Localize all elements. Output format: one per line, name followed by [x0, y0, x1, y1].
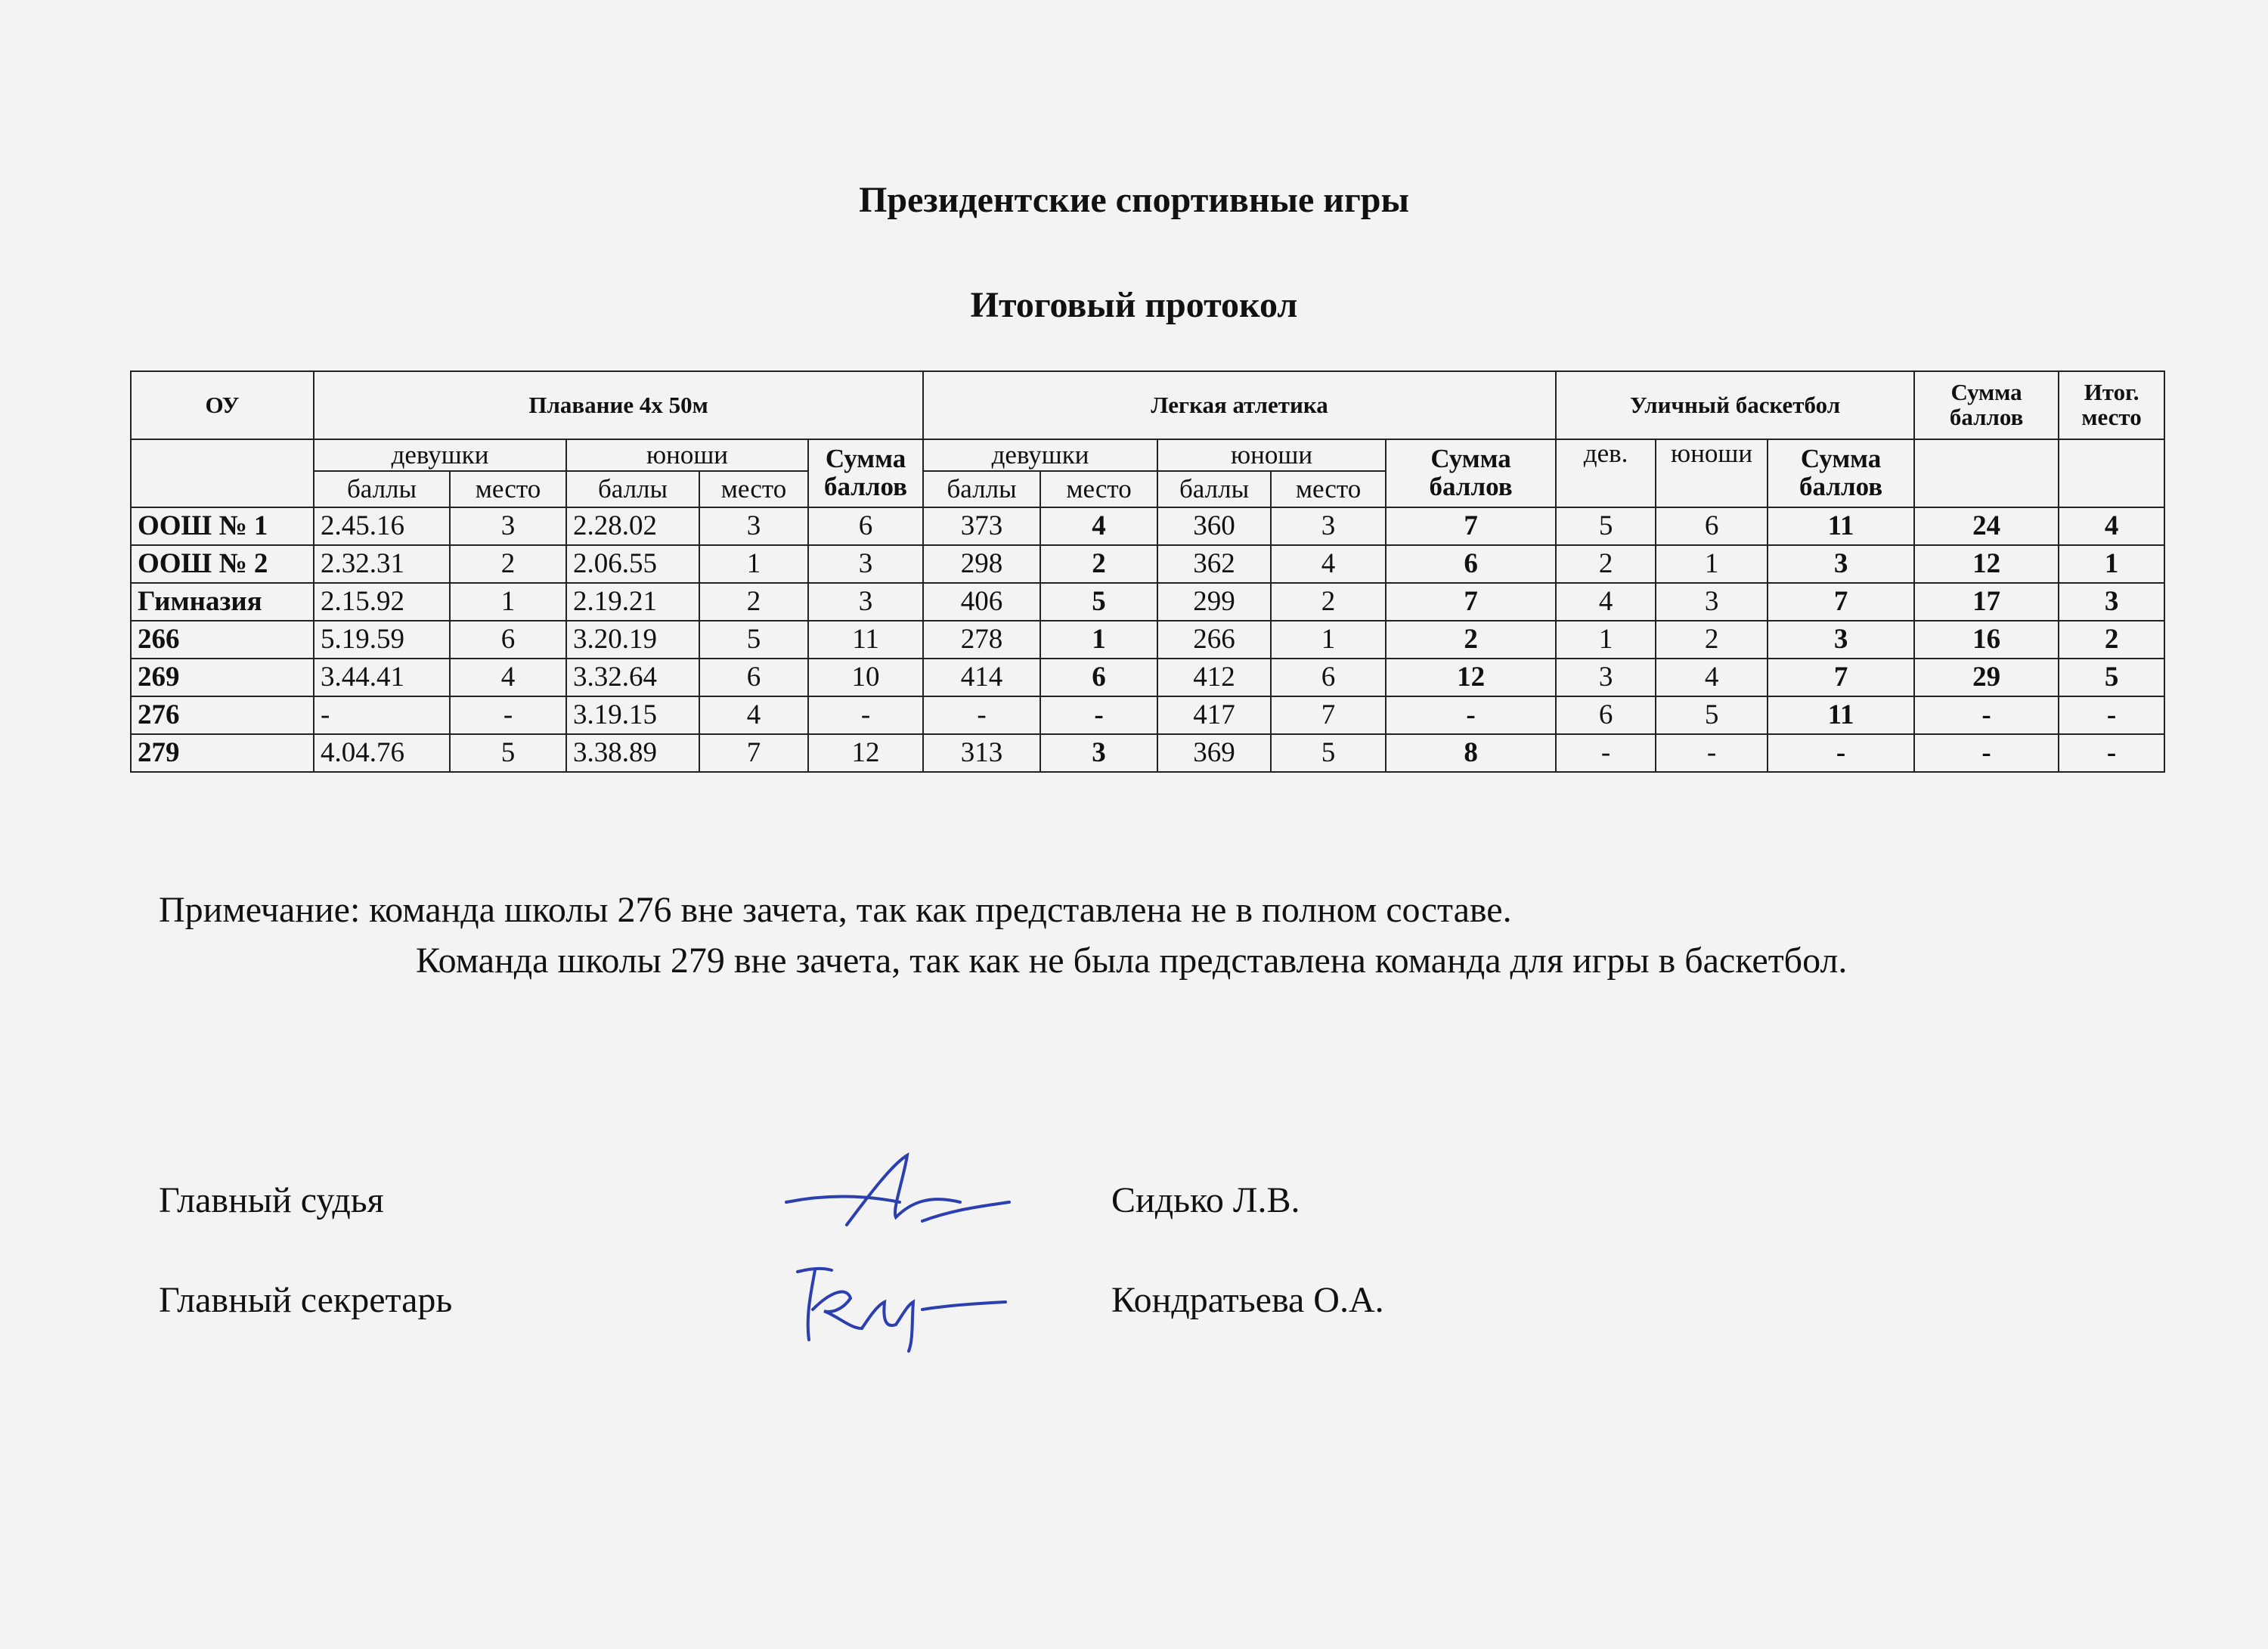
note-line-1: Примечание: команда школы 276 вне зачета, так как представлена не в полном составе.: [159, 890, 1512, 930]
cell-ag-m: 3: [1040, 734, 1157, 772]
cell-ag-m: 5: [1040, 583, 1157, 621]
cell-b-sum: 7: [1768, 659, 1914, 696]
cell-total: 16: [1914, 621, 2059, 659]
cell-ag-p: 373: [923, 507, 1040, 545]
cell-sb-m: 7: [699, 734, 808, 772]
cell-ou: 266: [131, 621, 314, 659]
cell-sb-m: 2: [699, 583, 808, 621]
header-athl-girls-place: место: [1040, 471, 1157, 507]
header-athl-boys: юноши: [1157, 439, 1386, 471]
cell-bd: 5: [1556, 507, 1656, 545]
cell-sb-p: 2.19.21: [566, 583, 699, 621]
table-row: [131, 734, 2164, 772]
cell-sg-p: 2.15.92: [314, 583, 450, 621]
judge-name: Сидько Л.В.: [1111, 1180, 1300, 1220]
judge-label: Главный судья: [159, 1180, 384, 1220]
cell-ou: 276: [131, 696, 314, 734]
cell-ab-p: 417: [1157, 696, 1271, 734]
cell-a-sum: 7: [1386, 583, 1556, 621]
cell-ag-m: 6: [1040, 659, 1157, 696]
table-row: [131, 659, 2164, 696]
note-block: [159, 885, 2124, 986]
judge-signature: [779, 1149, 1021, 1240]
cell-by: 5: [1656, 696, 1768, 734]
cell-sb-m: 6: [699, 659, 808, 696]
cell-ab-m: 1: [1271, 621, 1386, 659]
cell-sg-m: 1: [450, 583, 566, 621]
cell-ab-p: 369: [1157, 734, 1271, 772]
header-athl-boys-points: баллы: [1157, 471, 1271, 507]
document-title: Президентские спортивные игры: [859, 180, 1409, 220]
cell-sb-p: 3.20.19: [566, 621, 699, 659]
header-basketball: Уличный баскетбол: [1556, 371, 1914, 439]
cell-ab-m: 4: [1271, 545, 1386, 583]
cell-place: 1: [2059, 545, 2164, 583]
cell-ag-m: 1: [1040, 621, 1157, 659]
cell-b-sum: 11: [1768, 507, 1914, 545]
cell-s-sum: 3: [808, 583, 923, 621]
cell-total: -: [1914, 696, 2059, 734]
cell-s-sum: 3: [808, 545, 923, 583]
cell-s-sum: 10: [808, 659, 923, 696]
cell-sb-m: 3: [699, 507, 808, 545]
header-swim-boys: юноши: [566, 439, 808, 471]
cell-ab-m: 3: [1271, 507, 1386, 545]
cell-b-sum: 7: [1768, 583, 1914, 621]
note-line-2: Команда школы 279 вне зачета, так как не была представлена команда для игры в баскетбол.: [416, 941, 1848, 981]
cell-a-sum: 12: [1386, 659, 1556, 696]
cell-s-sum: -: [808, 696, 923, 734]
cell-sb-m: 4: [699, 696, 808, 734]
cell-place: 3: [2059, 583, 2164, 621]
cell-bd: 3: [1556, 659, 1656, 696]
cell-sg-m: 6: [450, 621, 566, 659]
cell-bd: 1: [1556, 621, 1656, 659]
header-final-place: Итог. место: [2059, 371, 2164, 439]
cell-sg-m: 3: [450, 507, 566, 545]
cell-sg-m: 5: [450, 734, 566, 772]
cell-place: -: [2059, 734, 2164, 772]
cell-b-sum: 3: [1768, 545, 1914, 583]
results-rows: [131, 507, 2164, 772]
cell-ou: ООШ № 2: [131, 545, 314, 583]
table-row: [131, 583, 2164, 621]
header-bask-dev: дев.: [1556, 439, 1656, 507]
table-row: [131, 545, 2164, 583]
cell-a-sum: 2: [1386, 621, 1556, 659]
cell-ab-p: 412: [1157, 659, 1271, 696]
cell-sg-m: 2: [450, 545, 566, 583]
cell-bd: 6: [1556, 696, 1656, 734]
secretary-signature: [779, 1257, 1021, 1355]
cell-ab-m: 2: [1271, 583, 1386, 621]
cell-b-sum: 11: [1768, 696, 1914, 734]
cell-place: 4: [2059, 507, 2164, 545]
cell-ag-m: 4: [1040, 507, 1157, 545]
header-swim-boys-place: место: [699, 471, 808, 507]
header-ou-blank: [131, 439, 314, 507]
cell-s-sum: 6: [808, 507, 923, 545]
cell-sb-p: 3.32.64: [566, 659, 699, 696]
cell-sg-p: 2.45.16: [314, 507, 450, 545]
cell-ab-m: 5: [1271, 734, 1386, 772]
cell-sb-p: 2.28.02: [566, 507, 699, 545]
cell-sg-p: 2.32.31: [314, 545, 450, 583]
cell-by: 6: [1656, 507, 1768, 545]
cell-ou: Гимназия: [131, 583, 314, 621]
cell-sg-p: 3.44.41: [314, 659, 450, 696]
document-subtitle: Итоговый протокол: [970, 285, 1298, 325]
cell-bd: -: [1556, 734, 1656, 772]
cell-total: -: [1914, 734, 2059, 772]
cell-place: 2: [2059, 621, 2164, 659]
header-total-points: Сумма баллов: [1914, 371, 2059, 439]
cell-by: 2: [1656, 621, 1768, 659]
cell-ab-m: 7: [1271, 696, 1386, 734]
secretary-label: Главный секретарь: [159, 1280, 453, 1320]
cell-bd: 2: [1556, 545, 1656, 583]
header-athl-sum: Сумма баллов: [1386, 439, 1556, 507]
cell-ag-p: 298: [923, 545, 1040, 583]
results-table: [130, 370, 2165, 773]
cell-sb-p: 3.19.15: [566, 696, 699, 734]
table-row: [131, 696, 2164, 734]
cell-ou: 279: [131, 734, 314, 772]
secretary-name: Кондратьева О.А.: [1111, 1280, 1384, 1320]
cell-a-sum: 8: [1386, 734, 1556, 772]
cell-ab-p: 299: [1157, 583, 1271, 621]
cell-total: 17: [1914, 583, 2059, 621]
cell-sg-p: 5.19.59: [314, 621, 450, 659]
cell-sb-m: 5: [699, 621, 808, 659]
cell-s-sum: 12: [808, 734, 923, 772]
header-swim-girls-place: место: [450, 471, 566, 507]
header-bask-sum: Сумма баллов: [1768, 439, 1914, 507]
cell-ab-m: 6: [1271, 659, 1386, 696]
cell-bd: 4: [1556, 583, 1656, 621]
cell-sg-p: -: [314, 696, 450, 734]
table-row: [131, 507, 2164, 545]
header-bask-boys: юноши: [1656, 439, 1768, 507]
cell-sg-m: 4: [450, 659, 566, 696]
cell-by: 3: [1656, 583, 1768, 621]
header-athletics: Легкая атлетика: [923, 371, 1556, 439]
header-total-blank: [1914, 439, 2059, 507]
cell-by: -: [1656, 734, 1768, 772]
header-swim-sum: Сумма баллов: [808, 439, 923, 507]
header-athl-girls-points: баллы: [923, 471, 1040, 507]
cell-ou: ООШ № 1: [131, 507, 314, 545]
cell-b-sum: -: [1768, 734, 1914, 772]
cell-by: 4: [1656, 659, 1768, 696]
cell-sb-p: 3.38.89: [566, 734, 699, 772]
cell-total: 29: [1914, 659, 2059, 696]
cell-total: 12: [1914, 545, 2059, 583]
cell-ag-p: 414: [923, 659, 1040, 696]
cell-sg-m: -: [450, 696, 566, 734]
cell-sb-p: 2.06.55: [566, 545, 699, 583]
header-swim-boys-points: баллы: [566, 471, 699, 507]
cell-a-sum: 7: [1386, 507, 1556, 545]
cell-ag-p: 313: [923, 734, 1040, 772]
cell-ag-p: -: [923, 696, 1040, 734]
header-swimming: Плавание 4х 50м: [314, 371, 923, 439]
table-row: [131, 621, 2164, 659]
cell-ag-m: 2: [1040, 545, 1157, 583]
cell-a-sum: 6: [1386, 545, 1556, 583]
cell-sb-m: 1: [699, 545, 808, 583]
cell-place: -: [2059, 696, 2164, 734]
header-ou: ОУ: [131, 371, 314, 439]
cell-sg-p: 4.04.76: [314, 734, 450, 772]
cell-ag-m: -: [1040, 696, 1157, 734]
cell-ag-p: 278: [923, 621, 1040, 659]
cell-place: 5: [2059, 659, 2164, 696]
cell-total: 24: [1914, 507, 2059, 545]
header-athl-girls: девушки: [923, 439, 1157, 471]
cell-ab-p: 362: [1157, 545, 1271, 583]
cell-ab-p: 360: [1157, 507, 1271, 545]
header-swim-girls: девушки: [314, 439, 566, 471]
cell-a-sum: -: [1386, 696, 1556, 734]
header-place-blank: [2059, 439, 2164, 507]
cell-ag-p: 406: [923, 583, 1040, 621]
cell-ou: 269: [131, 659, 314, 696]
cell-ab-p: 266: [1157, 621, 1271, 659]
cell-by: 1: [1656, 545, 1768, 583]
header-swim-girls-points: баллы: [314, 471, 450, 507]
header-athl-boys-place: место: [1271, 471, 1386, 507]
cell-s-sum: 11: [808, 621, 923, 659]
cell-b-sum: 3: [1768, 621, 1914, 659]
